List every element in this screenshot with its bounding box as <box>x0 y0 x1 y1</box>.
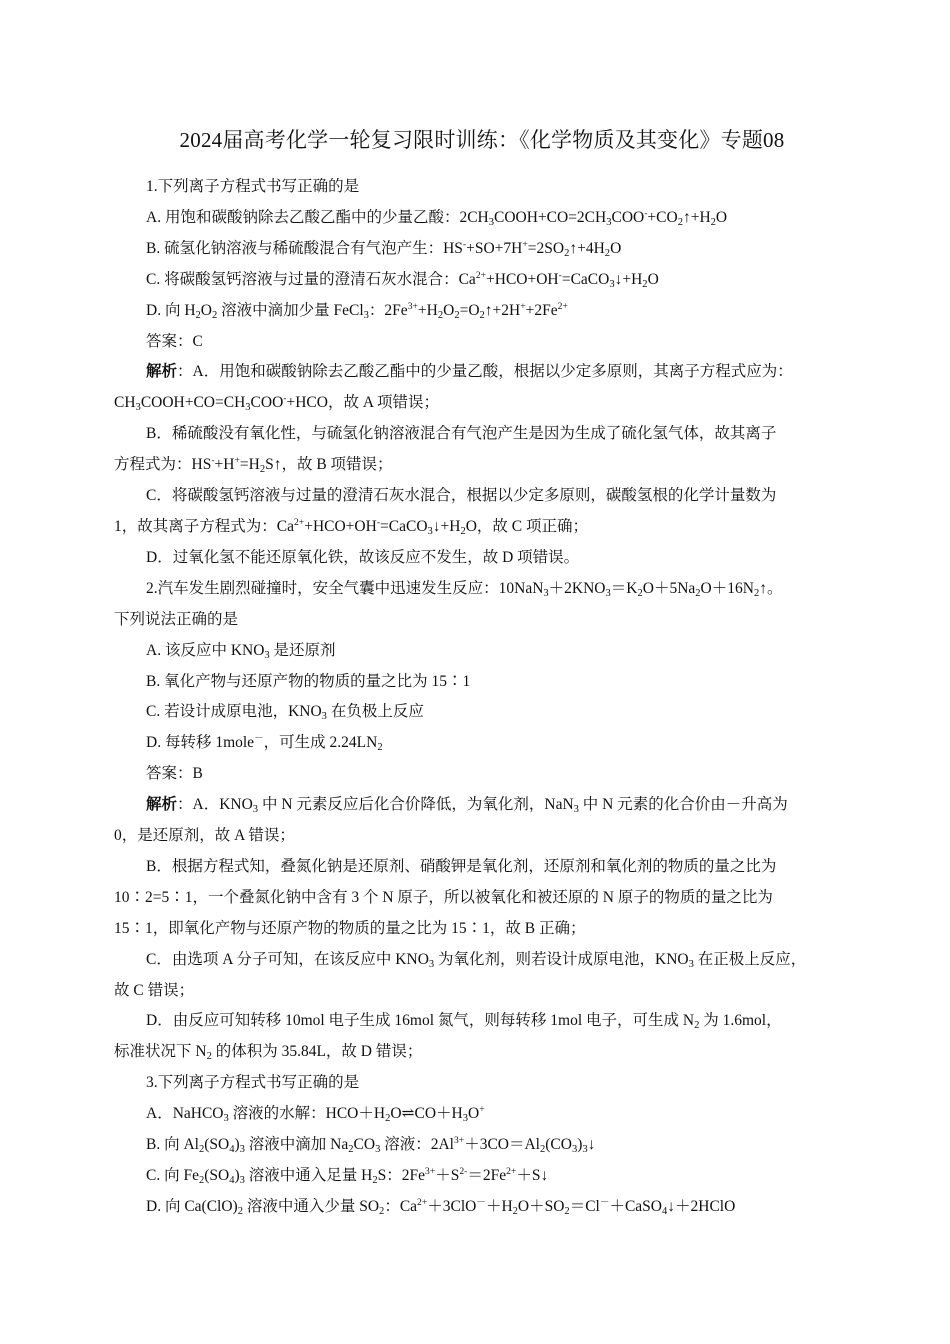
text-line: D．过氧化氢不能还原氧化铁，故该反应不发生，故 D 项错误。 <box>146 548 580 566</box>
text-line: 解析：A．用饱和碳酸钠除去乙酸乙酯中的少量乙酸，根据以少定多原则，其离子方程式应为： <box>146 363 793 381</box>
text-line: 答案：C <box>146 332 203 350</box>
text-line: B．稀硫酸没有氧化性，与硫氢化钠溶液混合有气泡产生是因为生成了硫化氢气体，故其离子 <box>146 425 777 443</box>
text-line: C．由选项 A 分子可知，在该反应中 $KNO_3$ 为氧化剂，则若设计成原电池，$KNO_3$ 在正极上反应， <box>146 950 807 970</box>
text-line: D．由反应可知转移 10mol 电子生成 16mol 氮气，则每转移 1mol 电子，可生成 $N_2$ 为 1.6mol， <box>146 1012 782 1032</box>
text-line: 下列说法正确的是 <box>114 610 239 628</box>
text-line: A. 用饱和碳酸钠除去乙酸乙酯中的少量乙酸：$2CH_3COOH+CO=2CH_3COO^-+CO_2↑+H_2O$ <box>146 207 728 229</box>
text-line: 1.下列离子方程式书写正确的是 <box>146 178 360 195</box>
text-line: 方程式为：$HS^-+H^+=H_2S↑$，故 B 项错误； <box>114 454 393 476</box>
text-line: 3.下列离子方程式书写正确的是 <box>146 1074 360 1092</box>
text-line: C. 将碳酸氢钙溶液与过量的澄清石灰水混合：$Ca^{2+}+HCO+OH^-=CaCO_3↓+H_2O$ <box>146 269 659 290</box>
text-line: D. 向 $Ca(ClO)_2$ 溶液中通入少量 $SO_2$：$Ca^{2+}+3ClO^-+H_2O+SO_2=Cl^-+CaSO_4↓+2HClO$ <box>146 1196 736 1218</box>
text-line: B. 向 $Al_2(SO_4)_3$ 溶液中滴加 $Na_2CO_3$ 溶液：$2Al^{3+}+3CO=Al_2(CO_3)_3↓$ <box>146 1134 596 1156</box>
text-line: B. 硫氢化钠溶液与稀硫酸混合有气泡产生：$HS^-+SO+7H^+=2SO_2↑+4H_2O$ <box>146 238 622 259</box>
text-line: D. 向 $H_2O_2$ 溶液中滴加少量 FeCl$_3$：$2Fe^{3+}+H_2O_2=O_2↑+2H^++2Fe^{2+}$ <box>146 300 568 321</box>
text-line: B. 氧化产物与还原产物的物质的量之比为 15∶1 <box>146 672 471 690</box>
text-line: 故 C 错误； <box>114 981 195 999</box>
text-line: C．将碳酸氢钙溶液与过量的澄清石灰水混合，根据以少定多原则，碳酸氢根的化学计量数为 <box>146 487 777 505</box>
text-line: 解析：A．$KNO_3$ 中 N 元素反应后化合价降低，为氧化剂，NaN$_3$ 中 N 元素的化合价由－升高为 <box>146 796 788 816</box>
text-line: 答案：B <box>146 765 203 783</box>
text-line: A．NaHCO$_3$ 溶液的水解：$HCO+H_2O\rightleftharpoons CO+H_3O^+$ <box>146 1103 485 1125</box>
text-line: B．根据方程式知，叠氮化钠是还原剂、硝酸钾是氧化剂，还原剂和氧化剂的物质的量之比为 <box>146 857 777 875</box>
text-line: A. 该反应中 $KNO_3$ 是还原剂 <box>146 641 336 661</box>
text-line: 1，故其离子方程式为：$Ca^{2+}+HCO+OH^-=CaCO_3↓+H_2O$，故 C 项正确； <box>114 516 589 538</box>
text-line: C. 若设计成原电池，$KNO_3$ 在负极上反应 <box>146 703 424 723</box>
text-line: 15∶1，即氧化产物与还原产物的物质的量之比为 15∶1，故 B 正确； <box>114 919 586 937</box>
text-line: $CH_3COOH+CO=CH_3COO^-+HCO$，故 A 项错误； <box>114 393 440 414</box>
text-line: C. 向 $Fe_2(SO_4)_3$ 溶液中通入足量 $H_2S$：$2Fe^{3+}+S^{2-}=2Fe^{2+}+S↓$ <box>146 1165 549 1187</box>
text-line: 0，是还原剂，故 A 错误； <box>114 827 295 845</box>
text-line: 10∶2=5∶1，一个叠氮化钠中含有 3 个 N 原子，所以被氧化和被还原的 N 原子的物质的量之比为 <box>114 888 773 906</box>
page-title: 2024届高考化学一轮复习限时训练：《化学物质及其变化》专题08 <box>179 128 785 152</box>
document-body <box>114 172 850 1223</box>
text-line: D. 每转移 1mole－，可生成 $2.24LN_2$ <box>146 733 383 754</box>
text-line: 标准状况下 $N_2$ 的体积为 35.84L，故 D 错误； <box>114 1043 423 1063</box>
text-line: 2.汽车发生剧烈碰撞时，安全气囊中迅速发生反应：$10NaN_3+2KNO_3=K_2O+5Na_2O+16N_2↑$。 <box>146 579 783 599</box>
